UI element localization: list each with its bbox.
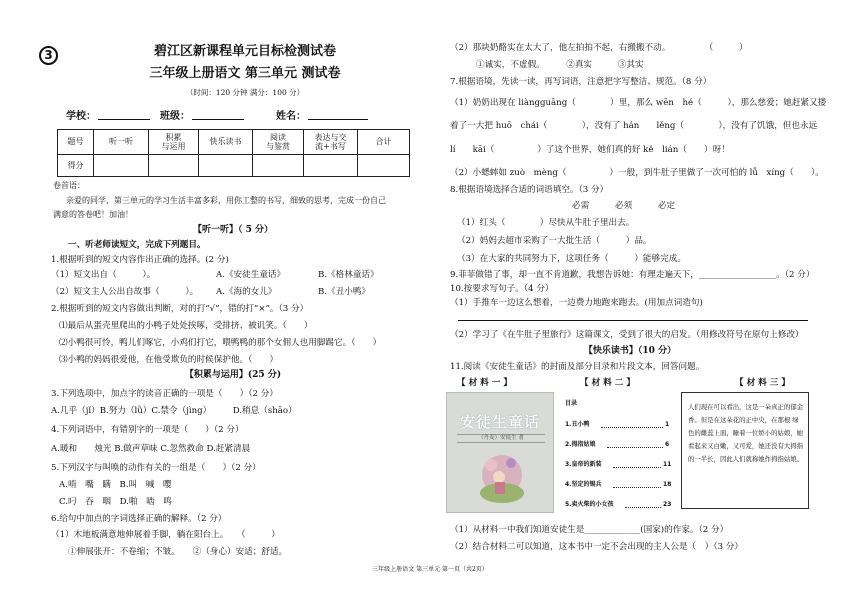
question-9: 9.菲菲做错了事，却一直不肯道歉，我想告诉她：有理走遍天下，__________________。（2 分） [450,270,815,280]
question-1-2: （2）短文主人公出自故事（ ）。 [51,287,199,297]
toc-page: 1 [665,421,670,428]
option-b[interactable]: B.《格林童话》 [318,270,379,280]
school-label: 学校： [66,111,96,122]
question-7-line3: lí kāi（ ）了这个世界，她们真的好 kě lián（ ）呀！ [450,145,730,155]
material-3-passage [681,392,809,509]
material-1-label: 【 材 料 一 】 [457,378,512,388]
option-a[interactable]: A.《海的女儿》 [216,287,277,297]
score-header: 合计 [358,130,410,155]
intro-line1: 亲爱的同学，第三单元的学习生活丰富多彩，用你工整的书写，细致的思考，完成一份自己 [66,196,386,205]
question-11-1: （1）从材料一中我们知道安徒生是_____________(国家)的作家。（2 分） [450,525,729,535]
question-7-line2: 着了一大把 huō chái（ ），没有了 hán lěng（ ），没有了饥饿，但也永远 [450,121,818,131]
toc-page: 6 [665,441,670,448]
book-cover-image [446,392,554,513]
question-8: 8.根据语境选择合适的词语填空。（3 分） [450,185,609,195]
question-8-word-bank: 必需 必须 必定 [572,201,676,211]
name-label: 姓名： [276,111,306,122]
question-5: 5.下列汉字与叫唤的动作有关的一组是（ ）（2 分） [51,463,261,473]
toc-heading: 目录 [565,400,578,407]
score-header: 表达与交 流+书写 [304,130,358,155]
answer-line[interactable] [458,312,808,321]
class-field[interactable] [192,111,244,120]
question-6-2: （2）那块奶酪实在太大了，他左拍拍不起，右搬搬不动。 （ ） [450,43,748,53]
question-3: 3.下列选项中，加点字的读音正确的一项是（ ）（2 分） [51,389,278,399]
option-b[interactable]: B.《丑小鸭》 [318,287,371,297]
toc-page: 23 [663,501,672,508]
question-2-2: ⑵小鸭很可怜，鸭儿们啄它，小鸡们打它，喂鸭鸭的那个女佣人也用脚踢它。（ ） [59,338,382,348]
page-footer: 三年级上册语文 第三单元 第一页（共2页） [372,566,488,573]
question-10: 10.按要求写句子。（4 分） [450,284,554,294]
question-10-2: （2）学习了《在牛肚子里旅行》这篇课文，受到了很大的启发。（用修改符号在原句上修改） [450,330,804,340]
question-8-1: （1）红头（ ）尽快从牛肚子里出去。 [457,218,635,228]
question-3-options[interactable]: A.几乎（jǐ）B.努力（lǜ）C.禁令（jìng） D.稍息（shāo） [51,406,297,416]
score-cell[interactable] [253,155,304,177]
question-1-1: （1）短文出自（ ）。 [51,270,156,280]
question-1: 1.根据听到的短文内容作出正确的选择。(2 分) [51,255,229,265]
toc-page: 11 [663,461,672,468]
listen-instruction: 一、听老师读短文，完成下列题目。 [68,240,206,250]
toc-page: 18 [663,481,672,488]
toc-item: 5.卖火柴的小女孩 [565,501,614,508]
toc-item: 2.拇指姑娘 [565,441,596,448]
toc-leader [607,447,663,448]
score-cell[interactable] [94,155,149,177]
score-cell[interactable] [149,155,199,177]
school-field[interactable] [98,111,150,120]
score-header: 题号 [58,130,94,155]
paper-number: 3 [44,48,53,62]
toc-leader [613,487,661,488]
paper-number-circle [39,46,58,65]
passage-text: 人们现在可以看出，这是一朵真正的郁金香。但是在这朵花的正中央，在那根 绿色的雌蕊上面，睡着一位娇小的姑娘，她看起来又白嫩，又可爱，她还没有大拇指的一半长，因此人们就称她作拇指姑娘。 [688,403,804,463]
material-3-label: 【 材 料 三 】 [735,378,790,388]
score-cell[interactable] [358,155,410,177]
score-header: 听一听 [94,130,149,155]
question-4-options[interactable]: A.暖和 烛光 B.做声草味 C.忽然救命 D.赶紧清晨 [51,444,251,454]
question-8-2: （2）妈妈去超市采购了一大批生活（ ）品。 [457,236,652,246]
score-header: 阅读 与鉴赏 [253,130,304,155]
option-a[interactable]: A.《安徒生童话》 [216,270,286,280]
question-6-1: （1）木地板满意地伸展着手脚，躺在阳台上。 （ ） [51,530,280,540]
name-field[interactable] [308,111,368,120]
question-8-3: （3）在大家的共同努力下，这项任务（ ）能够完成。 [457,254,686,264]
question-11-2: （2）结合材料二可以知道，这本书中一定不会出现的主人公是（ ）（3 分） [450,542,743,552]
toc-item: 1.丑小鸭 [565,421,590,428]
cover-illustration-icon [465,449,539,507]
intro-line2: 满意的答卷吧！加油！ [53,210,133,219]
question-2: 2.根据听到的短文内容做出判断，对的打“√”，错的打“×”。（3 分） [51,304,309,314]
exam-title: 碧江区新课程单元目标检测试卷 [153,44,336,59]
question-5-options-ab[interactable]: A.啃 嘴 瞒 B.叫 喊 嘤 [59,480,172,490]
question-7-line1: （1）奶奶出现在 liàngguāng（ ）里，那么 wēn hé（ ），那么慈爱；她赶紧又搂 [450,98,827,108]
material-2-label: 【 材 料 二 】 [580,378,635,388]
table-of-contents [561,392,673,513]
toc-leader [613,467,661,468]
score-cell[interactable] [199,155,253,177]
question-4: 4.下列词语中，有错别字的一项是（ ）（2 分） [51,425,244,435]
toc-leader [625,507,661,508]
question-6-1-options[interactable]: ①伸展张开：不卷缩；不皱。 ②（身心）安适；舒适。 [68,547,288,557]
score-cell[interactable] [304,155,358,177]
question-6-2-options[interactable]: ①诚实，不虚假。 ②真实 ③其实 [476,60,644,70]
exam-time: （时间：120 分钟 满分：100 分） [185,88,305,97]
toc-item: 4.坚定的锡兵 [565,481,602,488]
book-cover-title: 安徒生童话 [459,413,540,431]
question-11: 11.阅读《安徒生童话》的封面及部分目录和片段文本，回答问题。 [450,362,705,372]
intro-label: 卷首语： [53,181,85,190]
section-listen: 【听一听】（ 5 分） [192,225,274,235]
score-table [57,129,410,177]
score-header: 快乐读书 [199,130,253,155]
question-5-options-cd[interactable]: C.叼 吞 咽 D.啪 啮 鸣 [59,497,172,507]
class-label: 班级： [160,111,190,122]
score-header: 积累 与运用 [149,130,199,155]
section-reading: 【快乐读书】（10 分） [583,346,677,356]
toc-leader [601,427,663,428]
question-2-1: ⑴最后从蛋壳里爬出的小鸭子处处挨啄，受排挤、被讥笑。（ ） [59,321,313,331]
score-row-label: 得分 [58,155,94,177]
question-10-1: （1）手推车一边这么想着，一边费力地跑来跑去。(用加点词造句) [450,298,703,308]
section-accumulate: 【积累与运用】(25 分) [184,370,282,380]
question-2-3: ⑶小鸭的妈妈很爱他，在他受欺负的时候保护他。（ ） [59,355,279,365]
toc-item: 3.皇帝的新装 [565,461,602,468]
question-6: 6.给句中加点的字词选择正确的解释。（2 分） [51,514,227,524]
exam-subtitle: 三年级上册语文 第三单元 测试卷 [149,66,341,81]
question-7-line4: （2）小蟋蟀如 zuò mèng（ ）一般，到牛肚子里做了一次可怕的 lǚ xíng（ ）。 [450,168,824,178]
book-cover-band: （丹麦）安徒生 著 [457,434,545,443]
question-7: 7.根据语境，先读一读，再写词语，注意把字写整洁、规范。（8 分） [450,77,712,87]
